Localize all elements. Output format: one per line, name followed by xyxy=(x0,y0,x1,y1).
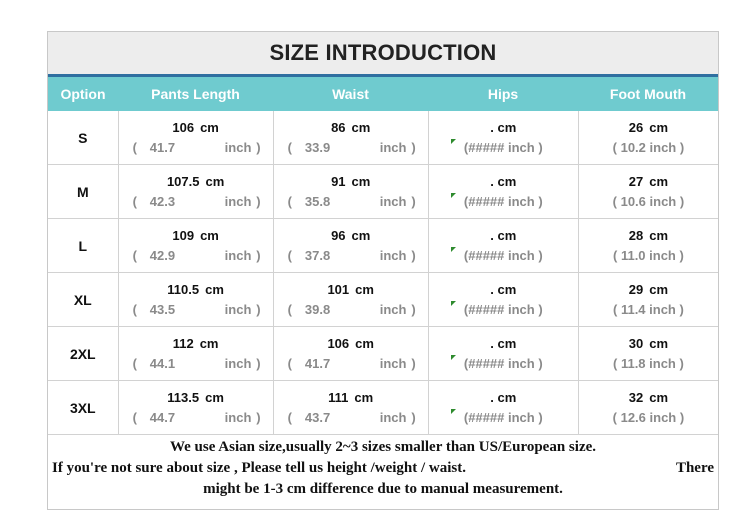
pants-length-cell xyxy=(118,327,273,380)
pants-cm-value: 113.5 xyxy=(167,390,200,405)
pants-cm-value: 109 xyxy=(172,228,195,243)
note-line-3: might be 1-3 cm difference due to manual measurement. xyxy=(203,481,563,497)
error-marker-icon xyxy=(451,247,456,252)
header-foot-mouth: Foot Mouth xyxy=(609,86,687,102)
hips-cm-value: . cm xyxy=(490,282,517,297)
size-label: XL xyxy=(73,291,92,308)
paren-close: ) xyxy=(256,302,261,317)
foot-cm-value: 28 xyxy=(628,228,644,243)
note-line-2-end: There xyxy=(675,460,714,476)
size-label: 2XL xyxy=(69,345,96,362)
waist-cm-value: 86 xyxy=(331,120,346,135)
title-bar xyxy=(48,32,718,77)
table-row xyxy=(48,218,718,272)
chart-title: SIZE INTRODUCTION xyxy=(269,40,497,65)
cm-unit: cm xyxy=(355,282,374,297)
hips-cm-value: . cm xyxy=(490,336,517,351)
paren-open: ( xyxy=(132,248,137,263)
hips-inch-value: (##### inch ) xyxy=(463,248,543,263)
note-line-2: If you're not sure about size , Please tell us height /weight / waist. xyxy=(52,460,467,476)
waist-inch-value: 39.8 xyxy=(304,302,331,317)
paren-open: ( xyxy=(287,302,292,317)
pants-inch-value: 42.3 xyxy=(149,194,176,209)
cm-unit: cm xyxy=(205,174,225,189)
cm-unit: cm xyxy=(205,390,224,405)
paren-close: ) xyxy=(411,140,416,155)
hips-cell xyxy=(428,273,578,326)
inch-unit: inch xyxy=(224,140,252,155)
paren-open: ( xyxy=(287,194,292,209)
pants-inch-value: 44.7 xyxy=(149,410,176,425)
inch-unit: inch xyxy=(379,302,407,317)
paren-open: ( xyxy=(287,248,292,263)
error-marker-icon xyxy=(451,193,456,198)
hips-cell xyxy=(428,219,578,272)
cm-unit: cm xyxy=(649,174,669,189)
paren-open: ( xyxy=(287,140,292,155)
table-row xyxy=(48,111,718,164)
paren-open: ( xyxy=(132,140,137,155)
paren-open: ( xyxy=(132,302,137,317)
waist-inch-value: 41.7 xyxy=(304,356,331,371)
waist-inch-value: 35.8 xyxy=(304,194,331,209)
hips-cm-value: . cm xyxy=(490,228,517,243)
error-marker-icon xyxy=(451,139,456,144)
paren-open: ( xyxy=(287,410,292,425)
error-marker-icon xyxy=(451,301,456,306)
paren-close: ) xyxy=(256,194,261,209)
hips-cell xyxy=(428,381,578,434)
cm-unit: cm xyxy=(354,390,374,405)
inch-unit: inch xyxy=(224,302,252,317)
cm-unit: cm xyxy=(351,174,371,189)
paren-open: ( xyxy=(132,194,137,209)
table-body xyxy=(48,111,718,434)
paren-open: ( xyxy=(132,410,137,425)
paren-close: ) xyxy=(256,410,261,425)
table-header xyxy=(48,77,718,111)
foot-inch-value: ( 11.8 inch ) xyxy=(613,356,684,371)
waist-cell xyxy=(273,327,428,380)
cm-unit: cm xyxy=(200,120,219,135)
inch-unit: inch xyxy=(224,356,252,371)
cm-unit: cm xyxy=(649,336,669,351)
foot-mouth-cell xyxy=(578,327,718,380)
hips-cm-value: . cm xyxy=(490,120,517,135)
foot-inch-value: ( 11.0 inch ) xyxy=(613,248,684,263)
foot-mouth-cell xyxy=(578,273,718,326)
cm-unit: cm xyxy=(200,228,219,243)
inch-unit: inch xyxy=(224,194,252,209)
inch-unit: inch xyxy=(224,248,252,263)
cm-unit: cm xyxy=(649,228,669,243)
header-waist: Waist xyxy=(332,86,369,102)
waist-cm-value: 101 xyxy=(327,282,350,297)
foot-cm-value: 29 xyxy=(628,282,644,297)
waist-cell xyxy=(273,273,428,326)
cm-unit: cm xyxy=(649,390,669,405)
foot-cm-value: 32 xyxy=(628,390,644,405)
hips-inch-value: (##### inch ) xyxy=(463,140,543,155)
paren-close: ) xyxy=(411,248,416,263)
cm-unit: cm xyxy=(205,282,224,297)
paren-open: ( xyxy=(287,356,292,371)
waist-inch-value: 43.7 xyxy=(304,410,331,425)
cm-unit: cm xyxy=(351,120,371,135)
table-row xyxy=(48,164,718,218)
foot-inch-value: ( 10.2 inch ) xyxy=(612,140,685,155)
paren-close: ) xyxy=(411,302,416,317)
pants-cm-value: 112 xyxy=(172,336,194,351)
foot-cm-value: 30 xyxy=(628,336,644,351)
inch-unit: inch xyxy=(379,140,407,155)
waist-cm-value: 96 xyxy=(331,228,346,243)
hips-cell xyxy=(428,327,578,380)
pants-cm-value: 106 xyxy=(172,120,195,135)
waist-cm-value: 106 xyxy=(327,336,350,351)
waist-cell xyxy=(273,111,428,164)
waist-inch-value: 33.9 xyxy=(304,140,331,155)
cm-unit: cm xyxy=(355,336,374,351)
paren-close: ) xyxy=(411,194,416,209)
waist-inch-value: 37.8 xyxy=(304,248,331,263)
waist-cell xyxy=(273,219,428,272)
hips-cm-value: . cm xyxy=(490,174,517,189)
cm-unit: cm xyxy=(649,120,669,135)
inch-unit: inch xyxy=(379,410,407,425)
waist-cell xyxy=(273,381,428,434)
cm-unit: cm xyxy=(199,336,219,351)
hips-cell xyxy=(428,111,578,164)
error-marker-icon xyxy=(451,409,456,414)
paren-close: ) xyxy=(411,410,416,425)
table-row xyxy=(48,272,718,326)
table-row xyxy=(48,380,718,434)
pants-cm-value: 107.5 xyxy=(166,174,200,189)
inch-unit: inch xyxy=(379,248,407,263)
inch-unit: inch xyxy=(379,356,407,371)
hips-inch-value: (##### inch ) xyxy=(463,194,543,209)
pants-length-cell xyxy=(118,219,273,272)
pants-cm-value: 110.5 xyxy=(167,282,200,297)
size-chart xyxy=(47,31,719,510)
paren-close: ) xyxy=(256,248,261,263)
size-label: M xyxy=(76,183,89,200)
note-line-1: We use Asian size,usually 2~3 sizes smaller than US/European size. xyxy=(169,439,597,455)
pants-inch-value: 43.5 xyxy=(149,302,176,317)
header-hips: Hips xyxy=(487,86,519,102)
hips-inch-value: (##### inch ) xyxy=(463,356,543,371)
hips-cell xyxy=(428,165,578,218)
pants-inch-value: 41.7 xyxy=(149,140,176,155)
foot-mouth-cell xyxy=(578,381,718,434)
foot-inch-value: ( 10.6 inch ) xyxy=(612,194,685,209)
size-note xyxy=(48,434,718,508)
waist-cm-value: 91 xyxy=(331,174,346,189)
foot-mouth-cell xyxy=(578,111,718,164)
foot-cm-value: 26 xyxy=(628,120,644,135)
hips-cm-value: . cm xyxy=(490,390,517,405)
pants-length-cell xyxy=(118,165,273,218)
foot-mouth-cell xyxy=(578,219,718,272)
foot-inch-value: ( 12.6 inch ) xyxy=(612,410,685,425)
paren-close: ) xyxy=(256,140,261,155)
pants-inch-value: 44.1 xyxy=(149,356,176,371)
size-label: 3XL xyxy=(69,399,96,416)
paren-close: ) xyxy=(256,356,261,371)
pants-length-cell xyxy=(118,111,273,164)
paren-open: ( xyxy=(132,356,137,371)
header-pants-length: Pants Length xyxy=(151,86,240,102)
hips-inch-value: (##### inch ) xyxy=(463,410,543,425)
waist-cell xyxy=(273,165,428,218)
table-row xyxy=(48,326,718,380)
inch-unit: inch xyxy=(224,410,252,425)
cm-unit: cm xyxy=(649,282,669,297)
foot-inch-value: ( 11.4 inch ) xyxy=(613,302,684,317)
paren-close: ) xyxy=(411,356,416,371)
pants-inch-value: 42.9 xyxy=(149,248,176,263)
inch-unit: inch xyxy=(379,194,407,209)
pants-length-cell xyxy=(118,381,273,434)
hips-inch-value: (##### inch ) xyxy=(463,302,543,317)
size-label: L xyxy=(78,237,88,254)
size-label: S xyxy=(78,129,88,146)
waist-cm-value: 111 xyxy=(328,390,349,405)
cm-unit: cm xyxy=(351,228,371,243)
foot-cm-value: 27 xyxy=(628,174,644,189)
error-marker-icon xyxy=(451,355,456,360)
pants-length-cell xyxy=(118,273,273,326)
foot-mouth-cell xyxy=(578,165,718,218)
header-option: Option xyxy=(60,86,106,102)
